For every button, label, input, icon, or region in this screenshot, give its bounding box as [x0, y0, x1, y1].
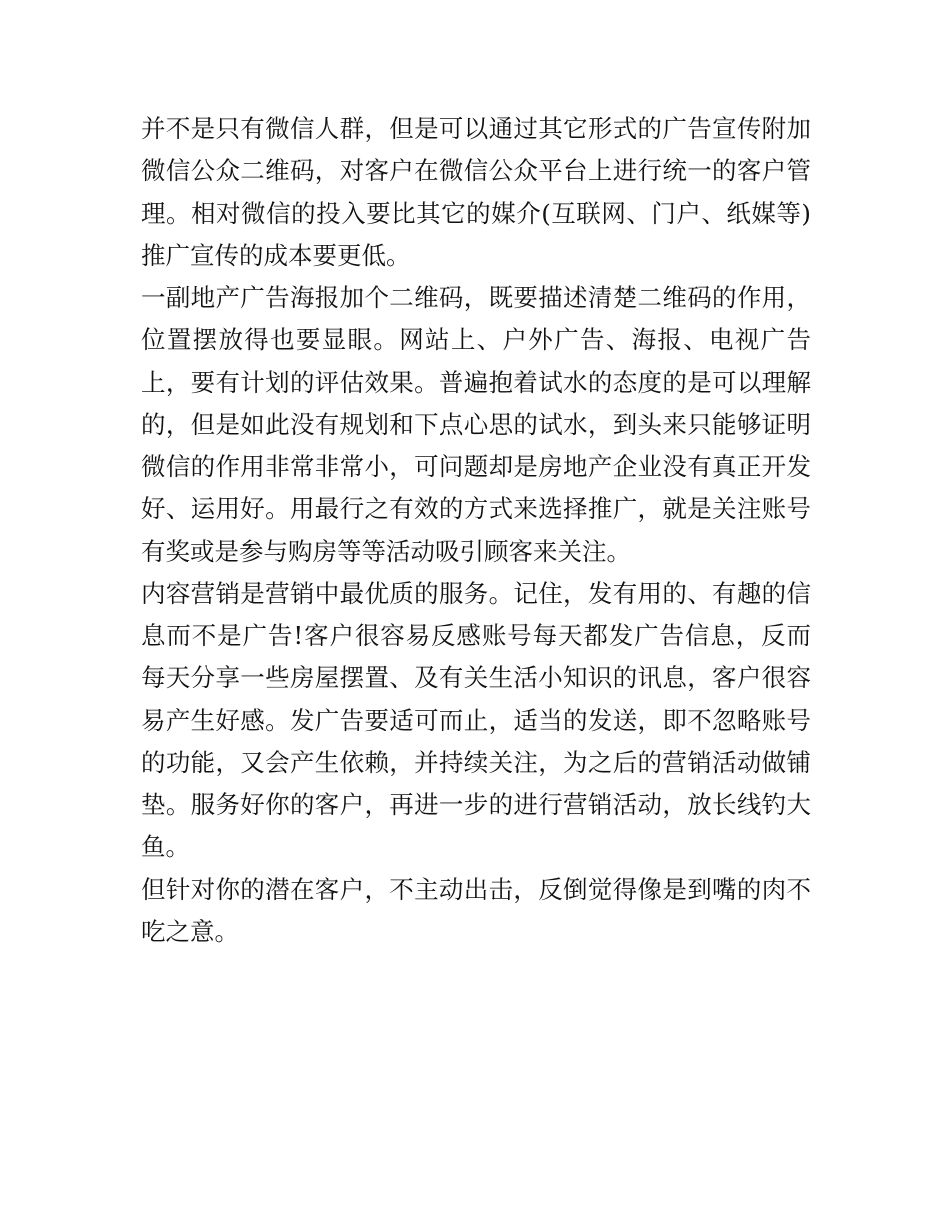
- text-line: 微信的作用非常非常小，可问题却是房地产企业没有真正开发: [141, 452, 811, 481]
- text-line: 的功能，又会产生依赖，并持续关注，为之后的营销活动做铺: [141, 747, 811, 777]
- text-line: 但针对你的潜在客户，不主动出击，反倒觉得像是到嘴的肉不: [141, 874, 811, 904]
- text-line: 微信公众二维码，对客户在微信公众平台上进行统一的客户管: [141, 156, 811, 186]
- document-body: [141, 108, 811, 953]
- text-line: 好、运用好。用最行之有效的方式来选择推广，就是关注账号: [141, 494, 811, 524]
- paragraph: [141, 108, 811, 277]
- text-line: 并不是只有微信人群，但是可以通过其它形式的广告宣传附加: [141, 114, 811, 143]
- paragraph: [141, 573, 811, 869]
- text-line: 吃之意。: [141, 916, 239, 946]
- text-line: 有奖或是参与购房等等活动吸引顾客来关注。: [141, 536, 631, 566]
- text-line: 的，但是如此没有规划和下点心思的试水，到头来只能够证明: [141, 409, 811, 439]
- text-line: 垫。服务好你的客户，再进一步的进行营销活动，放长线钓大: [141, 790, 811, 819]
- text-line: 内容营销是营销中最优质的服务。记住，发有用的、有趣的信: [141, 578, 811, 608]
- text-line: 理。相对微信的投入要比其它的媒介(互联网、门户、纸媒等): [141, 198, 811, 228]
- paragraph: [141, 277, 811, 573]
- text-line: 每天分享一些房屋摆置、及有关生活小知识的讯息，客户很容: [141, 663, 811, 693]
- text-line: 易产生好感。发广告要适可而止，适当的发送，即不忽略账号: [141, 705, 811, 735]
- paragraph: [141, 869, 811, 954]
- text-line: 推广宣传的成本要更低。: [141, 240, 411, 270]
- text-line: 上，要有计划的评估效果。普遍抱着试水的态度的是可以理解: [141, 367, 811, 397]
- text-line: 一副地产广告海报加个二维码，既要描述清楚二维码的作用，: [141, 283, 811, 312]
- text-line: 息而不是广告!客户很容易反感账号每天都发广告信息，反而: [141, 621, 811, 650]
- text-line: 位置摆放得也要显眼。网站上、户外广告、海报、电视广告: [141, 325, 811, 355]
- text-line: 鱼。: [141, 832, 190, 862]
